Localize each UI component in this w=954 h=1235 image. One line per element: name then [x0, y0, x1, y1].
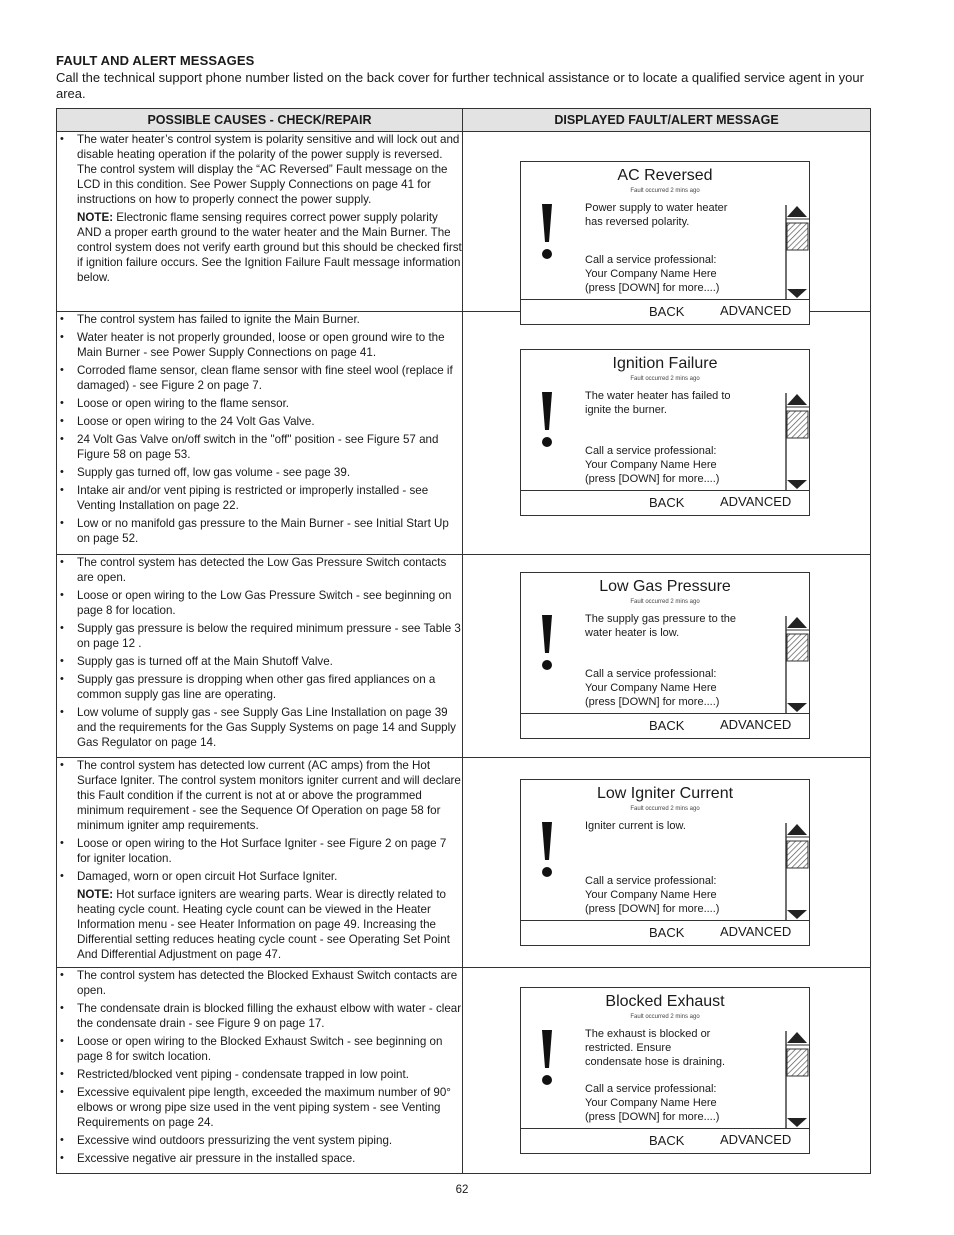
lcd-screen	[520, 572, 810, 739]
fault-timestamp: Fault occurred 2 mins ago	[630, 188, 700, 194]
advanced-button[interactable]: ADVANCED	[720, 303, 792, 318]
lcd-screen	[520, 161, 810, 325]
scroll-thumb[interactable]	[787, 634, 808, 661]
cause-list	[57, 968, 462, 1166]
list-item: • Excessive wind outdoors pressurizing the vent system piping.	[57, 1133, 462, 1148]
exclamation-icon	[538, 822, 556, 878]
fault-timestamp: Fault occurred 2 mins ago	[630, 599, 700, 605]
scrollbar[interactable]	[785, 393, 809, 490]
list-item: • Loose or open wiring to the Blocked Exhaust Switch - see beginning on page 8 for switch location.	[57, 1034, 462, 1064]
list-item: • Corroded flame sensor, clean flame sensor with fine steel wool (replace if damaged) - see Figure 2 on page 7.	[57, 363, 462, 393]
note-paragraph	[57, 210, 462, 285]
list-item: • Low volume of supply gas - see Supply Gas Line Installation on page 39 and the requirements for the Gas Supply Systems on page 14 and Supply Gas Regulator on page 14.	[57, 705, 462, 750]
table-row	[57, 968, 871, 1174]
page-number: 62	[455, 1184, 469, 1196]
list-item: • Supply gas pressure is dropping when other gas fired appliances on a common supply gas line are operating.	[57, 672, 462, 702]
scroll-down-arrow-icon[interactable]	[787, 910, 807, 919]
scrollbar[interactable]	[785, 1031, 809, 1128]
list-item: • Intake air and/or vent piping is restricted or improperly installed - see Venting Installation on page 22.	[57, 483, 462, 513]
back-button[interactable]: BACK	[649, 1133, 685, 1148]
exclamation-icon	[538, 615, 556, 671]
fault-message: The water heater has failed to ignite the burner.	[585, 390, 731, 416]
scrollbar[interactable]	[785, 616, 809, 713]
back-button[interactable]: BACK	[649, 925, 685, 940]
list-item: • Loose or open wiring to the 24 Volt Gas Valve.	[57, 414, 462, 429]
screen-cell	[463, 758, 871, 968]
list-item: • Supply gas turned off, low gas volume - see page 39.	[57, 465, 462, 480]
advanced-button[interactable]: ADVANCED	[720, 494, 792, 509]
list-item: • Supply gas is turned off at the Main Shutoff Valve.	[57, 654, 462, 669]
list-item: • Supply gas pressure is below the required minimum pressure - see Table 3 on page 12 .	[57, 621, 462, 651]
scroll-thumb[interactable]	[787, 411, 808, 438]
table-row	[57, 555, 871, 758]
fault-table	[56, 108, 871, 1174]
exclamation-icon	[538, 204, 556, 260]
cause-list	[57, 758, 462, 884]
fault-title: AC Reversed	[617, 167, 713, 184]
lcd-footer	[521, 490, 809, 515]
screen-cell	[463, 968, 871, 1174]
causes-cell	[57, 312, 463, 555]
section-heading: FAULT AND ALERT MESSAGES	[56, 53, 255, 68]
fault-timestamp: Fault occurred 2 mins ago	[630, 1014, 700, 1020]
list-item: • Low or no manifold gas pressure to the Main Burner - see Initial Start Up on page 52.	[57, 516, 462, 546]
advanced-button[interactable]: ADVANCED	[720, 924, 792, 939]
screen-cell	[463, 555, 871, 758]
fault-timestamp: Fault occurred 2 mins ago	[630, 806, 700, 812]
scroll-thumb[interactable]	[787, 1049, 808, 1076]
causes-cell	[57, 132, 463, 312]
service-contact: Call a service professional: Your Company Name Here (press [DOWN] for more....)	[585, 1083, 720, 1123]
causes-cell	[57, 968, 463, 1174]
note-paragraph	[57, 887, 462, 962]
scroll-up-arrow-icon[interactable]	[787, 1032, 807, 1043]
scrollbar[interactable]	[785, 823, 809, 920]
list-item: • Damaged, worn or open circuit Hot Surface Igniter.	[57, 869, 462, 884]
scroll-up-arrow-icon[interactable]	[787, 394, 807, 405]
lcd-footer	[521, 920, 809, 945]
cause-list	[57, 132, 462, 207]
scrollbar[interactable]	[785, 205, 809, 299]
list-item: • Water heater is not properly grounded, loose or open ground wire to the Main Burner - see Power Supply Connections on page 41.	[57, 330, 462, 360]
causes-cell	[57, 758, 463, 968]
list-item: • Excessive negative air pressure in the installed space.	[57, 1151, 462, 1166]
list-item: • Loose or open wiring to the Low Gas Pressure Switch - see beginning on page 8 for location.	[57, 588, 462, 618]
back-button[interactable]: BACK	[649, 304, 685, 319]
scroll-down-arrow-icon[interactable]	[787, 289, 807, 298]
fault-message: The supply gas pressure to the water heater is low.	[585, 613, 737, 639]
lcd-footer	[521, 1128, 809, 1153]
list-item: • Restricted/blocked vent piping - condensate trapped in low point.	[57, 1067, 462, 1082]
advanced-button[interactable]: ADVANCED	[720, 1132, 792, 1147]
service-contact: Call a service professional: Your Company Name Here (press [DOWN] for more....)	[585, 254, 720, 294]
list-item: • Loose or open wiring to the Hot Surface Igniter - see Figure 2 on page 7 for igniter location.	[57, 836, 462, 866]
scroll-up-arrow-icon[interactable]	[787, 824, 807, 835]
lcd-screen	[520, 779, 810, 946]
causes-cell	[57, 555, 463, 758]
scroll-up-arrow-icon[interactable]	[787, 617, 807, 628]
list-item: • The water heater’s control system is polarity sensitive and will lock out and disable heating operation if the polarity of the power supply is reversed. The control system will display the “AC Reversed” Fault message on the LCD in this condition. See Power Supply Connections on page 41 for instructions on how to properly connect the power supply.	[57, 132, 462, 207]
fault-title: Low Igniter Current	[596, 785, 734, 802]
list-item: • The control system has detected low current (AC amps) from the Hot Surface Igniter. The control system monitors igniter current and will declare this Fault condition if the current is not at or above the programmed minimum requirement - see the Sequence Of Operation on page 58 for minimum igniter amp requirements.	[57, 758, 462, 833]
fault-title: Blocked Exhaust	[605, 993, 725, 1010]
fault-title: Ignition Failure	[612, 355, 718, 372]
service-contact: Call a service professional: Your Company Name Here (press [DOWN] for more....)	[585, 445, 720, 485]
scroll-down-arrow-icon[interactable]	[787, 1118, 807, 1127]
list-item: • 24 Volt Gas Valve on/off switch in the "off" position - see Figure 57 and Figure 58 on page 53.	[57, 432, 462, 462]
note-text: Electronic flame sensing requires correct power supply polarity AND a proper earth ground to the water heater and the Main Burner. The control system does not verify earth ground but this should be checked first if ignition failure occurs. See the Ignition Failure Fault message information below.	[77, 211, 462, 284]
list-item: • Excessive equivalent pipe length, exceeded the maximum number of 90° elbows or wrong pipe size used in the vent piping system - see Venting Requirements on page 24.	[57, 1085, 462, 1130]
screen-cell	[463, 132, 871, 319]
lcd-footer	[521, 713, 809, 738]
table-row	[57, 312, 871, 555]
note-label: NOTE:	[77, 888, 114, 901]
back-button[interactable]: BACK	[649, 718, 685, 733]
list-item: • The control system has detected the Blocked Exhaust Switch contacts are open.	[57, 968, 462, 998]
advanced-button[interactable]: ADVANCED	[720, 717, 792, 732]
fault-title: Low Gas Pressure	[599, 578, 731, 595]
list-item: • Loose or open wiring to the flame sensor.	[57, 396, 462, 411]
table-row	[57, 758, 871, 968]
fault-message: Igniter current is low.	[585, 820, 686, 832]
exclamation-icon	[538, 1030, 556, 1086]
lcd-screen	[520, 987, 810, 1154]
scroll-thumb[interactable]	[787, 841, 808, 868]
column-header-message: DISPLAYED FAULT/ALERT MESSAGE	[463, 109, 871, 132]
fault-message: The exhaust is blocked or restricted. Ensure condensate hose is draining.	[585, 1028, 726, 1068]
exclamation-icon	[538, 392, 556, 448]
scroll-down-arrow-icon[interactable]	[787, 703, 807, 712]
table-row	[57, 132, 871, 312]
service-contact: Call a service professional: Your Company Name Here (press [DOWN] for more....)	[585, 668, 720, 708]
scroll-thumb[interactable]	[787, 223, 808, 250]
fault-timestamp: Fault occurred 2 mins ago	[630, 376, 700, 382]
back-button[interactable]: BACK	[649, 495, 685, 510]
scroll-up-arrow-icon[interactable]	[787, 206, 807, 217]
service-contact: Call a service professional: Your Company Name Here (press [DOWN] for more....)	[585, 875, 720, 915]
column-header-causes: POSSIBLE CAUSES - CHECK/REPAIR	[57, 109, 463, 132]
scroll-down-arrow-icon[interactable]	[787, 480, 807, 489]
screen-cell	[463, 312, 871, 555]
list-item: • The control system has failed to ignite the Main Burner.	[57, 312, 462, 327]
list-item: • The condensate drain is blocked filling the exhaust elbow with water - clear the condensate drain - see Figure 9 on page 17.	[57, 1001, 462, 1031]
note-label: NOTE:	[77, 211, 114, 224]
cause-list	[57, 312, 462, 546]
cause-list	[57, 555, 462, 750]
list-item: • The control system has detected the Low Gas Pressure Switch contacts are open.	[57, 555, 462, 585]
fault-message: Power supply to water heater has reversed polarity.	[585, 202, 728, 228]
note-text: Hot surface igniters are wearing parts. Wear is directly related to heating cycle count. Heating cycle count can be viewed in the Heater Information menu - see Heater Information on page 49. Increasing the Differential setting reduces heating cycle count - see Operating Set Point And Differential Adjustment on page 47.	[77, 888, 450, 961]
intro-paragraph: Call the technical support phone number listed on the back cover for further technical assistance or to locate a qualified service agent in your area.	[56, 70, 864, 101]
lcd-screen	[520, 349, 810, 516]
